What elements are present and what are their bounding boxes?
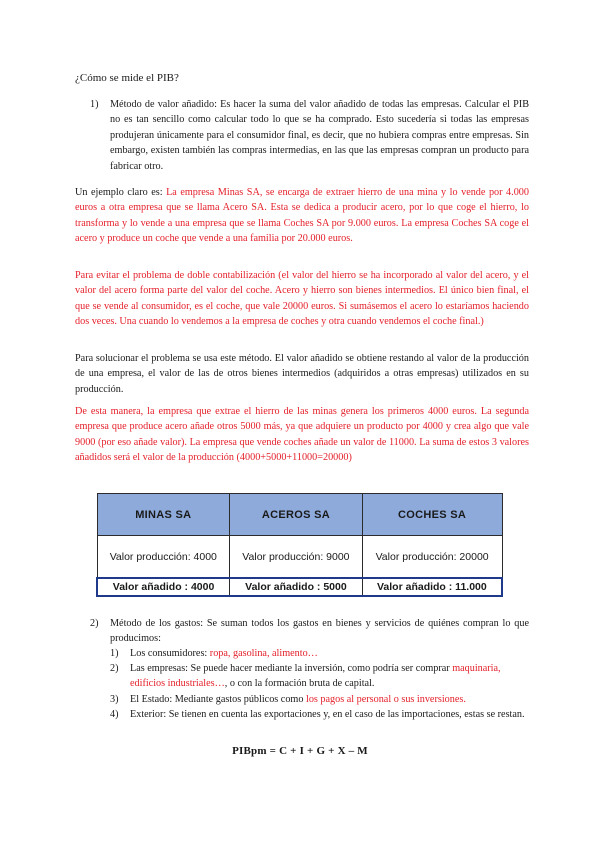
sublist-number: 4): [110, 709, 119, 720]
gdp-formula: PIBpm = C + I + G + X – M: [232, 745, 368, 757]
sublist-text: Las empresas: Se puede hacer mediante la inversión, como podría ser comprar: [130, 663, 453, 674]
list-item-text: Método de los gastos: Se suman todos los gastos en bienes y servicios de quiénes compran lo que producimos:: [110, 618, 529, 645]
sublist-item-companies: [110, 661, 530, 692]
table-row-added: [97, 578, 502, 596]
value-added-table: [96, 493, 503, 597]
sublist-tail: , o con la formación bruta de capital.: [224, 678, 375, 690]
table-header-cell: MINAS SA: [97, 494, 230, 536]
list-number: 2): [90, 618, 99, 629]
sublist-item-state: [110, 692, 530, 707]
list-item-value-added-method: [90, 97, 529, 174]
table-header-cell: COCHES SA: [362, 494, 502, 536]
example-highlight: La empresa Minas SA, se encarga de extraer hierro de una mina y lo vende por 4.000 euros a otra empresa que se llama Acero SA. Esta se dedica a producir acero, por lo que coge el hierro, lo transforma y lo vende a una empresa que se llama Coches SA por 9.000 euros. La empresa Coches SA coge el acero y produce un coche que vende a una familia por 20.000 euros.: [75, 187, 529, 245]
table-header-row: [97, 494, 502, 536]
sublist-item-consumers: [110, 646, 530, 661]
section-title: ¿Cómo se mide el PIB?: [75, 72, 179, 84]
sublist-item-exterior: [110, 707, 530, 722]
sublist-number: 2): [110, 663, 119, 674]
table-row-production: [97, 536, 502, 579]
sublist-text: El Estado: Mediante gastos públicos como: [130, 694, 306, 705]
sublist-number: 1): [110, 648, 119, 659]
sublist-highlight: ropa, gasolina, alimento…: [209, 648, 318, 659]
double-counting-paragraph: Para evitar el problema de doble contabilización (el valor del hierro se ha incorporado al valor del acero, y el valor del acero forma parte del valor del coche. Acero y hierro son bienes intermedios. El único bien final, el que se vende al consumidor, es el coche, que vale 20000 euros. Si sumásemos el acero lo estaríamos haciendo dos veces. Una cuando lo vendemos a la empresa de coches y otra cuando vendemos el coche final.): [75, 270, 529, 328]
sublist-highlight: los pagos al personal o sus inversiones.: [306, 694, 466, 705]
solution-paragraph: Para solucionar el problema se usa este método. El valor añadido se obtiene restando al valor de la producción de una empresa, el valor de las de otros bienes intermedios (adquiridos a otras empresas) utilizados en su producción.: [75, 353, 529, 395]
table-cell: Valor producción: 4000: [97, 536, 230, 579]
sublist-text: Exterior: Se tienen en cuenta las exportaciones y, en el caso de las importaciones, estas se restan.: [130, 709, 525, 720]
example-paragraph: [75, 185, 529, 247]
table-cell: Valor producción: 20000: [362, 536, 502, 579]
sublist-highlight: maquinaria, edificios industriales…: [130, 663, 501, 690]
example-lead: Un ejemplo claro es:: [75, 187, 167, 198]
table-cell: Valor añadido : 4000: [97, 578, 230, 596]
table-cell: Valor añadido : 5000: [230, 578, 363, 596]
sublist-number: 3): [110, 694, 119, 705]
table-cell: Valor añadido : 11.000: [362, 578, 502, 596]
sublist-text: Los consumidores:: [130, 648, 210, 659]
table-header-cell: ACEROS SA: [230, 494, 363, 536]
manner-paragraph: De esta manera, la empresa que extrae el hierro de las minas genera los primeros 4000 euros. La segunda empresa que produce acero añade otros 5000 más, ya que adquiere un producto por 4000 y crea algo que vale 9000 (por eso añade valor). La empresa que vende coches añade un valor de 11000. La suma de estos 3 valores añadidos será el valor de la producción (4000+5000+11000=20000): [75, 406, 529, 464]
list-number: 1): [90, 99, 99, 110]
list-item-expenditure-method: [90, 616, 529, 647]
table-cell: Valor producción: 9000: [230, 536, 363, 579]
list-item-text: Método de valor añadido: Es hacer la suma del valor añadido de todas las empresas. Calcular el PIB no es tan sencillo como calcular todo lo que se ha comprado. Esto sucedería si todas las empresas produjeran únicamente para el consumidor final, es decir, que no hubiera compras entre empresas. Sin embargo, existen también las compras intermedias, en las que las empresas compran un producto para fabricar otro.: [110, 99, 529, 172]
